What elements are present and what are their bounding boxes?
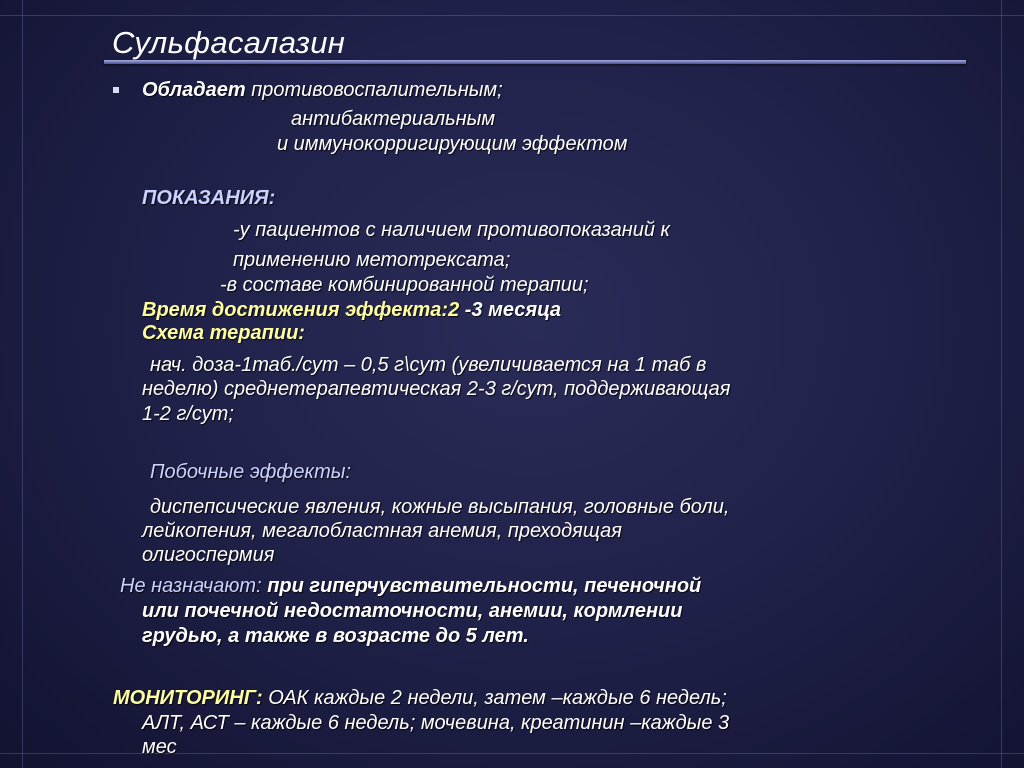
effect-time-label: Время достижения эффекта:2 <box>142 299 460 321</box>
contraindications-line-1 <box>120 573 701 599</box>
properties-label: Обладает <box>142 79 246 101</box>
properties-line-2: антибактериальным <box>291 108 496 130</box>
indication-1a: -у пациентов с наличием противопоказаний к <box>233 219 670 241</box>
scheme-line-1: нач. доза-1таб./сут – 0,5 г\сут (увеличивается на 1 таб в <box>150 354 707 376</box>
properties-line-3: и иммунокорригирующим эффектом <box>277 133 628 155</box>
contraindications-line-2: или почечной недостаточности, анемии, кормлении <box>142 600 683 622</box>
monitoring-text-1: ОАК каждые 2 недели, затем –каждые 6 недель; <box>262 687 727 709</box>
monitoring-line-3: мес <box>142 736 177 758</box>
properties-line <box>142 77 503 103</box>
scheme-heading: Схема терапии: <box>142 322 305 344</box>
monitoring-label: МОНИТОРИНГ: <box>113 687 263 709</box>
contraindications-text-1: при гиперчувствительности, печеночной <box>261 575 702 597</box>
scheme-line-2: неделю) среднетерапевтическая 2-3 г/сут, поддерживающая <box>142 378 731 400</box>
side-effects-line-2: лейкопения, мегалобластная анемия, преходящая <box>142 520 622 542</box>
bullet-square-icon <box>113 87 119 93</box>
monitoring-line-2: АЛТ, АСТ – каждые 6 недель; мочевина, креатинин –каждые 3 <box>142 712 730 734</box>
frame-line-left <box>22 0 23 768</box>
side-effects-line-3: олигоспермия <box>142 544 275 566</box>
monitoring-line-1 <box>113 685 727 711</box>
contraindications-label: Не назначают: <box>120 575 262 597</box>
contraindications-line-3: грудью, а также в возрасте до 5 лет. <box>142 625 529 647</box>
side-effects-line-1: диспепсические явления, кожные высыпания, головные боли, <box>150 496 730 518</box>
scheme-line-3: 1-2 г/сут; <box>142 403 234 425</box>
effect-time-value: -3 месяца <box>459 299 561 321</box>
slide-title: Сульфасалазин <box>112 25 346 60</box>
properties-text: противовоспалительным; <box>245 79 503 101</box>
indication-1b: применению метотрексата; <box>233 249 511 271</box>
frame-line-top <box>0 15 1024 16</box>
title-underline <box>104 60 966 64</box>
indications-heading: ПОКАЗАНИЯ: <box>142 187 276 209</box>
indication-2: -в составе комбинированной терапии; <box>220 274 589 296</box>
side-effects-heading: Побочные эффекты: <box>150 461 352 483</box>
frame-line-right <box>1001 0 1002 768</box>
